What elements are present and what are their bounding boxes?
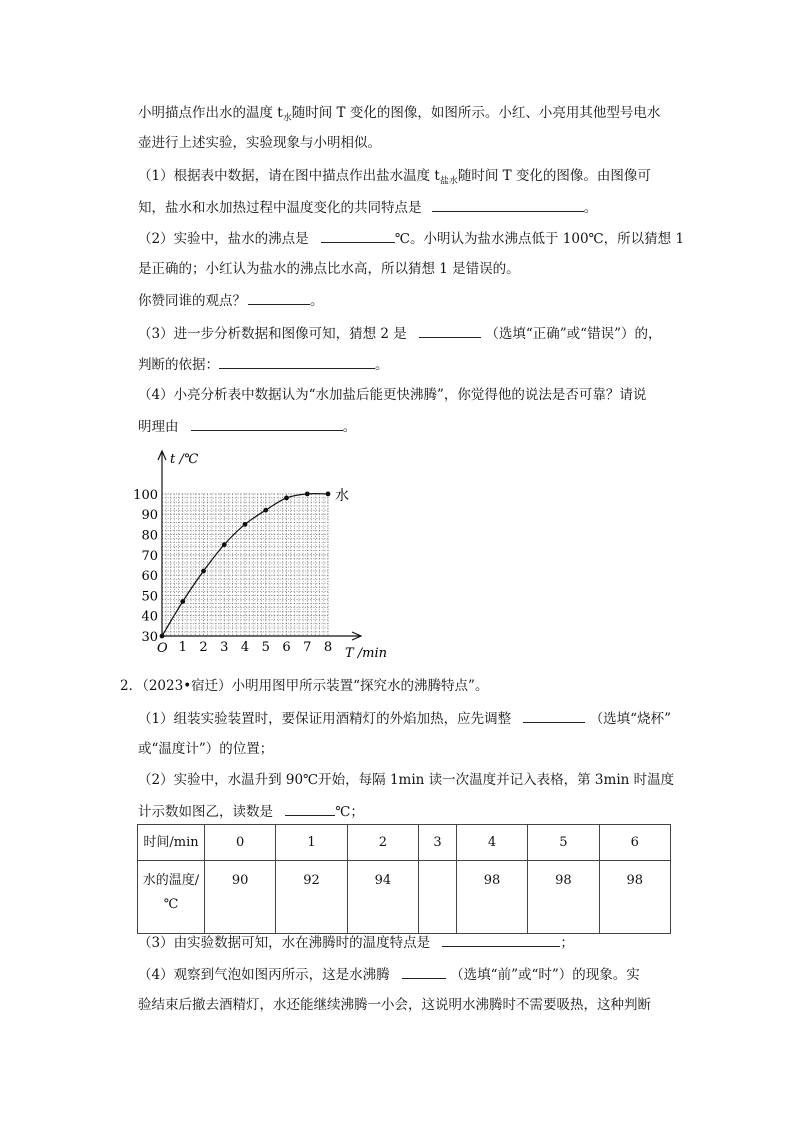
- intro-line-2: 壶进行上述实验，实验现象与小明相似。: [138, 135, 381, 151]
- x-tick-label: 2: [199, 640, 208, 655]
- x-tick-label: 1: [178, 640, 187, 655]
- intro-text-a: 小明描点作出水的温度 t: [138, 105, 283, 121]
- q2-text-b: ℃。小明认为盐水沸点低于 100℃，所以猜想 1: [394, 231, 685, 247]
- x-tick-label: 8: [323, 640, 333, 655]
- p2-1-text-b: （选填“烧杯”: [589, 711, 671, 727]
- p2-3-text-a: （3）由实验数据可知，水在沸腾时的温度特点是: [138, 935, 431, 951]
- y-axis-label: t /℃: [170, 452, 199, 467]
- q3-text-c: 判断的依据：: [138, 357, 219, 373]
- origin-label: O: [157, 641, 168, 656]
- p2-2-text-c: ℃；: [335, 804, 364, 820]
- table-cell: 4: [456, 825, 527, 861]
- q1-end: 。: [583, 200, 598, 216]
- y-tick-label: 60: [141, 569, 158, 585]
- p2-part2-line2: [138, 801, 364, 822]
- x-tick-label: 7: [303, 640, 312, 655]
- problem-2-header: 2．（2023•宿迁）小明用图甲所示装置“探究水的沸腾特点”。: [120, 678, 489, 694]
- table-cell: 3: [419, 825, 457, 861]
- x-tick-label: 3: [220, 640, 229, 655]
- p2-part1-line1: [138, 708, 671, 729]
- p2-part4-line1: [138, 964, 640, 985]
- p2-part4-line2: 验结束后撤去酒精灯，水还能继续沸腾一小会，这说明水沸腾时不需要吸热，这种判断: [138, 997, 651, 1013]
- q1-text-a: （1）根据表中数据，请在图中描点作出盐水温度 t: [138, 168, 440, 184]
- x-axis-label: T /min: [345, 646, 388, 661]
- q4-text-b: 明理由: [138, 419, 179, 435]
- y-tick-label: 70: [141, 548, 158, 564]
- table-cell: 98: [456, 861, 527, 934]
- table-cell-empty[interactable]: [419, 861, 457, 934]
- question-2-line-2: 是正确的；小红认为盐水的沸点比水高，所以猜想 1 是错误的。: [138, 261, 520, 277]
- temp-label-a: 水的温度/: [142, 873, 200, 888]
- y-tick-label: 90: [141, 508, 158, 524]
- p2-boiling-feature-blank[interactable]: [442, 932, 560, 947]
- q3-text-a: （3）进一步分析数据和图像可知，猜想 2 是: [138, 326, 407, 342]
- table-cell: 2: [347, 825, 418, 861]
- y-tick-label: 30: [141, 630, 158, 645]
- temp-label-b: ℃: [163, 897, 179, 912]
- q2-text-d: 你赞同谁的观点？: [138, 293, 246, 309]
- intro-text-b: 随时间 T 变化的图像，如图所示。小红、小亮用其他型号电水: [291, 105, 661, 121]
- table-cell: 92: [276, 861, 347, 934]
- question-4-line-1: （4）小亮分析表中数据认为“水加盐后能更快沸腾”，你觉得他的说法是否可靠？请说: [138, 387, 647, 403]
- series-label-water: 水: [335, 488, 349, 504]
- x-tick-label: 5: [261, 640, 270, 655]
- table-cell: 94: [347, 861, 418, 934]
- p2-adjust-blank[interactable]: [523, 708, 585, 723]
- y-tick-label: 100: [133, 487, 158, 503]
- chart-ticks: [133, 488, 332, 655]
- p2-part3-line1: [138, 932, 574, 953]
- data-point: [243, 522, 248, 527]
- data-point: [263, 508, 268, 513]
- table-header-time: 时间/min: [138, 825, 205, 861]
- y-tick-label: 40: [141, 609, 158, 625]
- q3-end: 。: [375, 357, 389, 373]
- p2-part2-line1: （2）实验中，水温升到 90℃开始，每隔 1min 读一次温度并记入表格，第 3min 时温度: [138, 772, 675, 788]
- q1-text-c: 知，盐水和水加热过程中温度变化的共同特点是: [138, 200, 422, 216]
- subscript-water: 水: [282, 113, 292, 124]
- table-header-temperature: [138, 861, 205, 934]
- q4-end: 。: [342, 419, 357, 435]
- y-tick-label: 80: [141, 528, 158, 544]
- table-cell: 98: [528, 861, 599, 934]
- data-point: [180, 599, 185, 604]
- data-point: [201, 569, 206, 574]
- p2-part1-line2: 或“温度计”）的位置；: [138, 741, 274, 757]
- q1-text-b: 随时间 T 变化的图像。由图像可: [457, 168, 651, 184]
- data-point: [284, 496, 289, 501]
- table-cell: 98: [599, 861, 670, 934]
- data-point: [222, 542, 227, 547]
- table-cell: 5: [528, 825, 599, 861]
- table-cell: 6: [599, 825, 670, 861]
- data-point: [160, 634, 165, 639]
- data-point: [326, 492, 331, 497]
- q2-end: 。: [310, 293, 324, 309]
- subscript-saltwater: 盐水: [439, 176, 458, 187]
- p2-2-text-b: 计示数如图乙，读数是: [138, 804, 273, 820]
- table-cell: 0: [205, 825, 276, 861]
- chart-grid: [162, 494, 328, 636]
- p2-4-text-b: （选填“前”或“时”）的现象。实: [450, 967, 640, 983]
- x-tick-label: 4: [240, 640, 250, 655]
- chart-axes: [158, 451, 361, 640]
- temperature-table: [137, 824, 671, 934]
- p2-1-text-a: （1）组装实验装置时，要保证用酒精灯的外焰加热，应先调整: [138, 711, 512, 727]
- x-tick-label: 6: [282, 640, 291, 655]
- q2-text-a: （2）实验中，盐水的沸点是: [138, 231, 309, 247]
- table-cell: 90: [205, 861, 276, 934]
- p2-4-text-a: （4）观察到气泡如图丙所示，这是水沸腾: [138, 967, 390, 983]
- table-row-temperature: [138, 861, 671, 934]
- data-point: [305, 492, 310, 497]
- q3-text-b: （选填“正确”或“错误”）的，: [485, 326, 662, 342]
- p2-3-end: ；: [560, 935, 574, 951]
- y-tick-label: 50: [141, 589, 158, 605]
- p2-reading-blank[interactable]: [285, 801, 335, 816]
- table-row-time: [138, 825, 671, 861]
- table-cell: 1: [276, 825, 347, 861]
- p2-bubble-blank[interactable]: [402, 964, 446, 979]
